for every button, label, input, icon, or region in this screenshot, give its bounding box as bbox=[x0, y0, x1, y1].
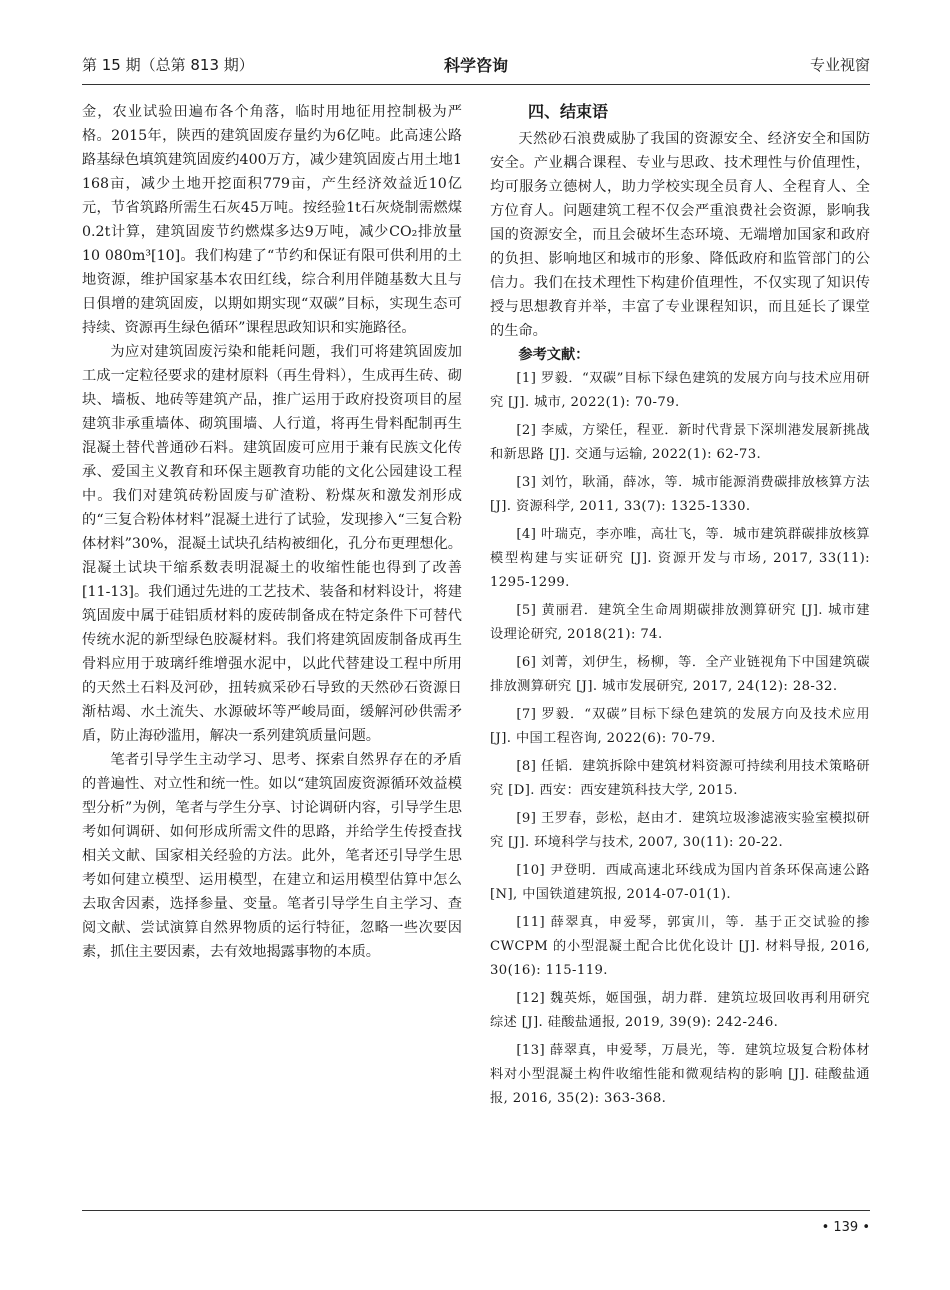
reference-item: [8] 任韬．建筑拆除中建筑材料资源可持续利用技术策略研究 [D]. 西安：西安建筑科技大学, 2015. bbox=[490, 759, 870, 798]
reference-item: [4] 叶瑞克，李亦唯，高壮飞，等．城市建筑群碳排放核算模型构建与实证研究 [J]. 资源开发与市场, 2017, 33(11): 1295-1299. bbox=[490, 527, 870, 590]
left-paragraph-1: 金，农业试验田遍布各个角落，临时用地征用控制极为严格。2015年，陕西的建筑固废存量约为6亿吨。此高速公路路基绿色填筑建筑固废约400万方，减少建筑固废占用土地1 168亩，减少土地开挖面积779亩，产生经济效益近10亿元，节省筑路所需生石灰45万吨。按经验1t石灰烧制需燃煤0.2t计算，建筑固废节约燃煤多达9万吨，减少CO₂排放量10 080m³[10]。我们构建了“节约和保证有限可供利用的土地资源，维护国家基本农田红线，综合利用伴随基数大且与日俱增的建筑固废，以期如期实现“双碳”目标，实现生态可持续、资源再生绿色循环”课程思政知识和实施路径。 bbox=[82, 104, 462, 336]
references-list bbox=[490, 367, 870, 1111]
footer-divider bbox=[82, 1210, 870, 1211]
reference-item: [5] 黄丽君．建筑全生命周期碳排放测算研究 [J]. 城市建设理论研究, 2018(21): 74. bbox=[490, 603, 870, 642]
reference-item: [1] 罗毅．“双碳”目标下绿色建筑的发展方向与技术应用研究 [J]. 城市, 2022(1): 70-79. bbox=[490, 371, 870, 410]
reference-item: [7] 罗毅．“双碳”目标下绿色建筑的发展方向及技术应用 [J]. 中国工程咨询, 2022(6): 70-79. bbox=[490, 707, 870, 746]
page-number: • 139 • bbox=[821, 1220, 870, 1235]
conclusion-heading: 四、结束语 bbox=[528, 102, 609, 121]
right-column bbox=[490, 100, 870, 1115]
left-paragraph-2: 为应对建筑固废污染和能耗问题，我们可将建筑固废加工成一定粒径要求的建材原料（再生骨料），生成再生砖、砌块、墙板、地砖等建筑产品，推广运用于政府投资项目的屋建筑非承重墙体、砌筑围墙、人行道，将再生骨料配制再生混凝土替代普通砂石料。建筑固废可应用于兼有民族文化传承、爱国主义教育和环保主题教育功能的文化公园建设工程中。我们对建筑砖粉固废与矿渣粉、粉煤灰和激发剂形成的“三复合粉体材料”混凝土进行了试验，发现掺入“三复合粉体材料”30%，混凝土试块孔结构被细化，孔分布更理想化。混凝土试块干缩系数表明混凝土的收缩性能也得到了改善[11-13]。我们通过先进的工艺技术、装备和材料设计，将建筑固废中属于硅铝质材料的废砖制备成在特定条件下可替代传统水泥的新型绿色胶凝材料。我们将建筑固废制备成再生骨料应用于玻璃纤维增强水泥中，以此代替建设工程中所用的天然土石料及河砂，扭转疯采砂石导致的天然砂石资源日渐枯竭、水土流失、水源破坏等严峻局面，缓解河砂供需矛盾，防止海砂滥用，解决一系列建筑质量问题。 bbox=[82, 344, 462, 744]
reference-item: [2] 李威，方梁任，程亚．新时代背景下深圳港发展新挑战和新思路 [J]. 交通与运输, 2022(1): 62-73. bbox=[490, 423, 870, 462]
journal-title: 科学咨询 bbox=[443, 56, 508, 75]
header-divider bbox=[82, 84, 870, 85]
reference-item: [13] 薛翠真，申爱琴，万晨光，等．建筑垃圾复合粉体材料对小型混凝土构件收缩性能和微观结构的影响 [J]. 硅酸盐通报, 2016, 35(2): 363-368. bbox=[490, 1043, 870, 1106]
reference-item: [11] 薛翠真，申爱琴，郭寅川，等．基于正交试验的掺 CWCPM 的小型混凝土配合比优化设计 [J]. 材料导报, 2016, 30(16): 115-119. bbox=[490, 915, 870, 978]
reference-item: [12] 魏英烁，姬国强，胡力群．建筑垃圾回收再利用研究综述 [J]. 硅酸盐通报, 2019, 39(9): 242-246. bbox=[490, 991, 870, 1030]
reference-item: [3] 刘竹，耿涌，薛冰，等．城市能源消费碳排放核算方法 [J]. 资源科学, 2011, 33(7): 1325-1330. bbox=[490, 475, 870, 514]
reference-item: [10] 尹登明．西咸高速北环线成为国内首条环保高速公路 [N], 中国铁道建筑报, 2014-07-01(1). bbox=[490, 863, 870, 902]
page-header bbox=[82, 52, 870, 80]
conclusion-paragraph: 天然砂石浪费威胁了我国的资源安全、经济安全和国防安全。产业耦合课程、专业与思政、技术理性与价值理性，均可服务立德树人，助力学校实现全员育人、全程育人、全方位育人。问题建筑工程不仅会严重浪费社会资源，影响我国的资源安全，而且会破坏生态环境、无端增加国家和政府的负担、影响地区和城市的形象、降低政府和监管部门的公信力。我们在技术理性下构建价值理性，不仅实现了知识传授与思想教育并举，丰富了专业课程知识，而且延长了课堂的生命。 bbox=[490, 131, 870, 339]
reference-item: [9] 王罗春，彭松，赵由才．建筑垃圾渗滤液实验室模拟研究 [J]. 环境科学与技术, 2007, 30(11): 20-22. bbox=[490, 811, 870, 850]
references-heading: 参考文献： bbox=[518, 347, 590, 363]
left-column bbox=[82, 100, 462, 964]
reference-item: [6] 刘菁，刘伊生，杨柳，等．全产业链视角下中国建筑碳排放测算研究 [J]. 城市发展研究, 2017, 24(12): 28-32. bbox=[490, 655, 870, 694]
issue-label: 第 15 期（总第 813 期） bbox=[82, 56, 254, 74]
left-paragraph-3: 笔者引导学生主动学习、思考、探索自然界存在的矛盾的普遍性、对立性和统一性。如以“建筑固废资源循环效益模型分析”为例，笔者与学生分享、讨论调研内容，引导学生思考如何调研、如何形成所需文件的思路，并给学生传授查找相关文献、国家相关经验的方法。此外，笔者还引导学生思考如何建立模型、运用模型，在建立和运用模型估算中怎么去取舍因素，选择参量、变量。笔者引导学生自主学习、查阅文献、尝试演算自然界物质的运行特征，忽略一些次要因素，抓住主要因素，去有效地揭露事物的本质。 bbox=[82, 752, 462, 960]
section-label: 专业视窗 bbox=[809, 56, 870, 74]
